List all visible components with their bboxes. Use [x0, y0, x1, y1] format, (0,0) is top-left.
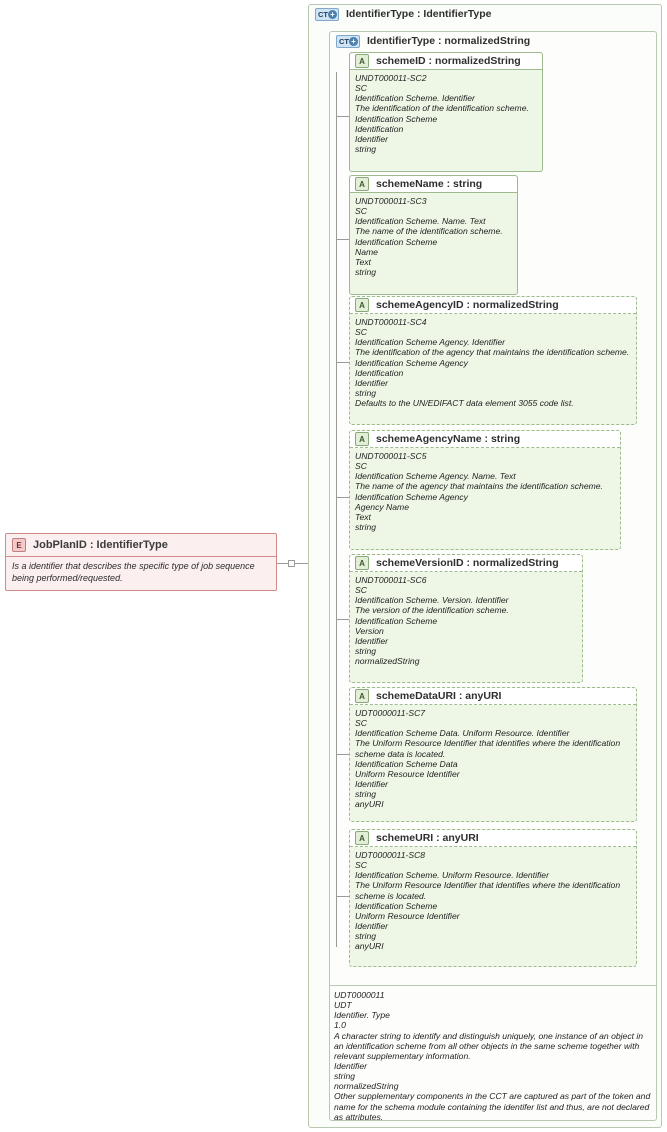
attr-line: normalizedString	[355, 656, 420, 667]
attribute-documentation	[350, 314, 636, 412]
branch-line	[336, 362, 349, 363]
attr-line: Identification Scheme	[355, 615, 438, 626]
connector-line-left	[277, 563, 288, 564]
attr-line: string	[355, 931, 377, 942]
doc-line: 1.0	[334, 1020, 346, 1031]
attr-line: The identification of the agency that maintains the identification scheme.	[355, 347, 630, 358]
attr-line: UNDT000011-SC2	[355, 73, 427, 83]
attribute-badge-icon: A	[355, 689, 369, 703]
attr-line: Identification Scheme Data	[355, 758, 458, 769]
attribute-documentation	[350, 193, 517, 281]
attr-line: The identification of the identification scheme.	[355, 103, 529, 114]
attr-line: Identification Scheme. Name. Text	[355, 216, 486, 227]
attr-line: Identification	[355, 123, 404, 134]
attribute-header	[350, 431, 620, 448]
attr-line: UNDT000011-SC4	[355, 317, 427, 327]
attribute-documentation	[350, 705, 636, 813]
attr-line: Identification Scheme Agency. Name. Text	[355, 471, 516, 482]
attr-line: Identification Scheme Agency	[355, 491, 468, 502]
attribute-badge-icon: A	[355, 831, 369, 845]
attr-line: Identifier	[355, 778, 388, 789]
branch-line	[336, 116, 349, 117]
branch-line	[336, 497, 349, 498]
tree-spine	[336, 72, 337, 947]
element-badge-icon: E	[12, 538, 26, 552]
attr-line: Identification Scheme	[355, 113, 438, 124]
attribute-documentation	[350, 572, 582, 670]
attr-line: Identification Scheme Agency. Identifier	[355, 337, 505, 348]
attr-line: string	[355, 789, 377, 800]
attribute-header	[350, 53, 542, 70]
attribute-documentation	[350, 448, 620, 536]
attr-line: Agency Name	[355, 501, 409, 512]
attribute-header	[350, 297, 636, 314]
attribute-title: schemeAgencyID : normalizedString	[376, 299, 559, 311]
attr-line: Identifier	[355, 133, 388, 144]
complextype-inner-badge-icon: CT +	[336, 35, 360, 48]
attribute-badge-icon: A	[355, 177, 369, 191]
attr-line: SC	[355, 83, 367, 94]
attr-line: The name of the agency that maintains the identification scheme.	[355, 481, 603, 492]
connector-expand-stub[interactable]	[288, 560, 295, 567]
attribute-badge-icon: A	[355, 54, 369, 68]
attribute-box-schemedatauri[interactable]	[349, 687, 637, 822]
attr-line: UDT0000011-SC7	[355, 708, 426, 718]
attr-line: SC	[355, 461, 367, 472]
doc-line: string	[334, 1071, 356, 1082]
attr-line: Identifier	[355, 920, 388, 931]
attribute-header	[350, 830, 636, 847]
attribute-badge-icon: A	[355, 432, 369, 446]
attr-line: The Uniform Resource Identifier that identifies where the identification scheme is located.	[355, 880, 621, 901]
attribute-title: schemeVersionID : normalizedString	[376, 557, 559, 569]
element-box-jobplanid[interactable]	[5, 533, 277, 591]
attr-line: Identification Scheme. Identifier	[355, 93, 475, 104]
attr-line: SC	[355, 585, 367, 596]
attr-line: string	[355, 521, 377, 532]
attribute-documentation	[350, 847, 636, 955]
element-header	[6, 534, 276, 557]
attr-line: UDT0000011-SC8	[355, 850, 426, 860]
attribute-box-schemeid[interactable]	[349, 52, 543, 172]
attr-line: SC	[355, 718, 367, 729]
attribute-title: schemeName : string	[376, 178, 483, 190]
attribute-title: schemeURI : anyURI	[376, 832, 479, 844]
attribute-header	[350, 176, 517, 193]
doc-line: UDT0000011	[334, 990, 385, 1000]
attr-line: SC	[355, 327, 367, 338]
doc-line: Identifier. Type	[334, 1010, 390, 1021]
complextype-inner-header	[330, 32, 656, 50]
attr-line: anyURI	[355, 941, 384, 952]
attribute-box-schemename[interactable]	[349, 175, 518, 295]
attr-line: Identifier	[355, 377, 388, 388]
attribute-box-schemeagencyname[interactable]	[349, 430, 621, 550]
attr-line: Identification Scheme Data. Uniform Resource. Identifier	[355, 728, 570, 739]
complextype-badge-icon: CT +	[315, 8, 339, 21]
attribute-badge-icon: A	[355, 298, 369, 312]
attr-line: Identifier	[355, 635, 388, 646]
attr-line: SC	[355, 860, 367, 871]
attr-line: string	[355, 143, 377, 154]
attribute-box-schemeversionid[interactable]	[349, 554, 583, 683]
attribute-title: schemeAgencyName : string	[376, 433, 521, 445]
attr-line: The Uniform Resource Identifier that identifies where the identification scheme data is located.	[355, 738, 621, 759]
attribute-header	[350, 555, 582, 572]
attr-line: The name of the identification scheme.	[355, 226, 503, 237]
attr-line: Identification Scheme Agency	[355, 357, 468, 368]
doc-line: Identifier	[334, 1060, 367, 1071]
doc-line: normalizedString	[334, 1081, 399, 1092]
attribute-documentation	[350, 70, 542, 158]
branch-line	[336, 754, 349, 755]
branch-line	[336, 896, 349, 897]
attr-line: string	[355, 645, 377, 656]
attr-line: Identification	[355, 367, 404, 378]
attr-line: Identification Scheme	[355, 900, 438, 911]
attr-line: UNDT000011-SC6	[355, 575, 427, 585]
attr-line: UNDT000011-SC3	[355, 196, 427, 206]
attr-line: string	[355, 266, 377, 277]
element-title: JobPlanID : IdentifierType	[33, 539, 168, 551]
attribute-title: schemeDataURI : anyURI	[376, 690, 502, 702]
attr-line: Identification Scheme	[355, 236, 438, 247]
branch-line	[336, 239, 349, 240]
attr-line: Text	[355, 511, 371, 522]
attribute-header	[350, 688, 636, 705]
attr-line: The version of the identification scheme.	[355, 605, 509, 616]
attribute-box-schemeuri[interactable]	[349, 829, 637, 967]
attribute-badge-icon: A	[355, 556, 369, 570]
attr-line: Uniform Resource Identifier	[355, 768, 460, 779]
attr-line: Version	[355, 625, 384, 636]
doc-line: A character string to identify and distinguish uniquely, one instance of an object in an identification scheme from all other objects in the same scheme together with relevant supplementary information.	[334, 1030, 644, 1061]
complextype-header	[309, 5, 661, 23]
attr-line: Identification Scheme. Uniform Resource. Identifier	[355, 870, 549, 881]
attr-line: Identification Scheme. Version. Identifier	[355, 595, 509, 606]
attr-line: Uniform Resource Identifier	[355, 910, 460, 921]
element-documentation: Is a identifier that describes the specific type of job sequence being performed/requested.	[12, 561, 255, 583]
attr-line: anyURI	[355, 799, 384, 810]
attr-line: UNDT000011-SC5	[355, 451, 427, 461]
branch-line	[336, 619, 349, 620]
doc-line: UDT	[334, 1000, 352, 1011]
attr-line: Text	[355, 256, 371, 267]
attr-line: Defaults to the UN/EDIFACT data element 3055 code list.	[355, 398, 574, 409]
connector-line-right	[295, 563, 309, 564]
attr-line: string	[355, 387, 377, 398]
complextype-title: IdentifierType : IdentifierType	[346, 8, 492, 20]
attr-line: Name	[355, 246, 378, 257]
attribute-title: schemeID : normalizedString	[376, 55, 521, 67]
complextype-inner-title: IdentifierType : normalizedString	[367, 35, 531, 47]
attribute-box-schemeagencyid[interactable]	[349, 296, 637, 425]
attr-line: SC	[355, 206, 367, 217]
doc-line: Other supplementary components in the CCT are captured as part of the token and name for the schema module containing the identifer list and thus, are not declared as attributes.	[334, 1091, 651, 1122]
complextype-documentation	[329, 985, 657, 1126]
